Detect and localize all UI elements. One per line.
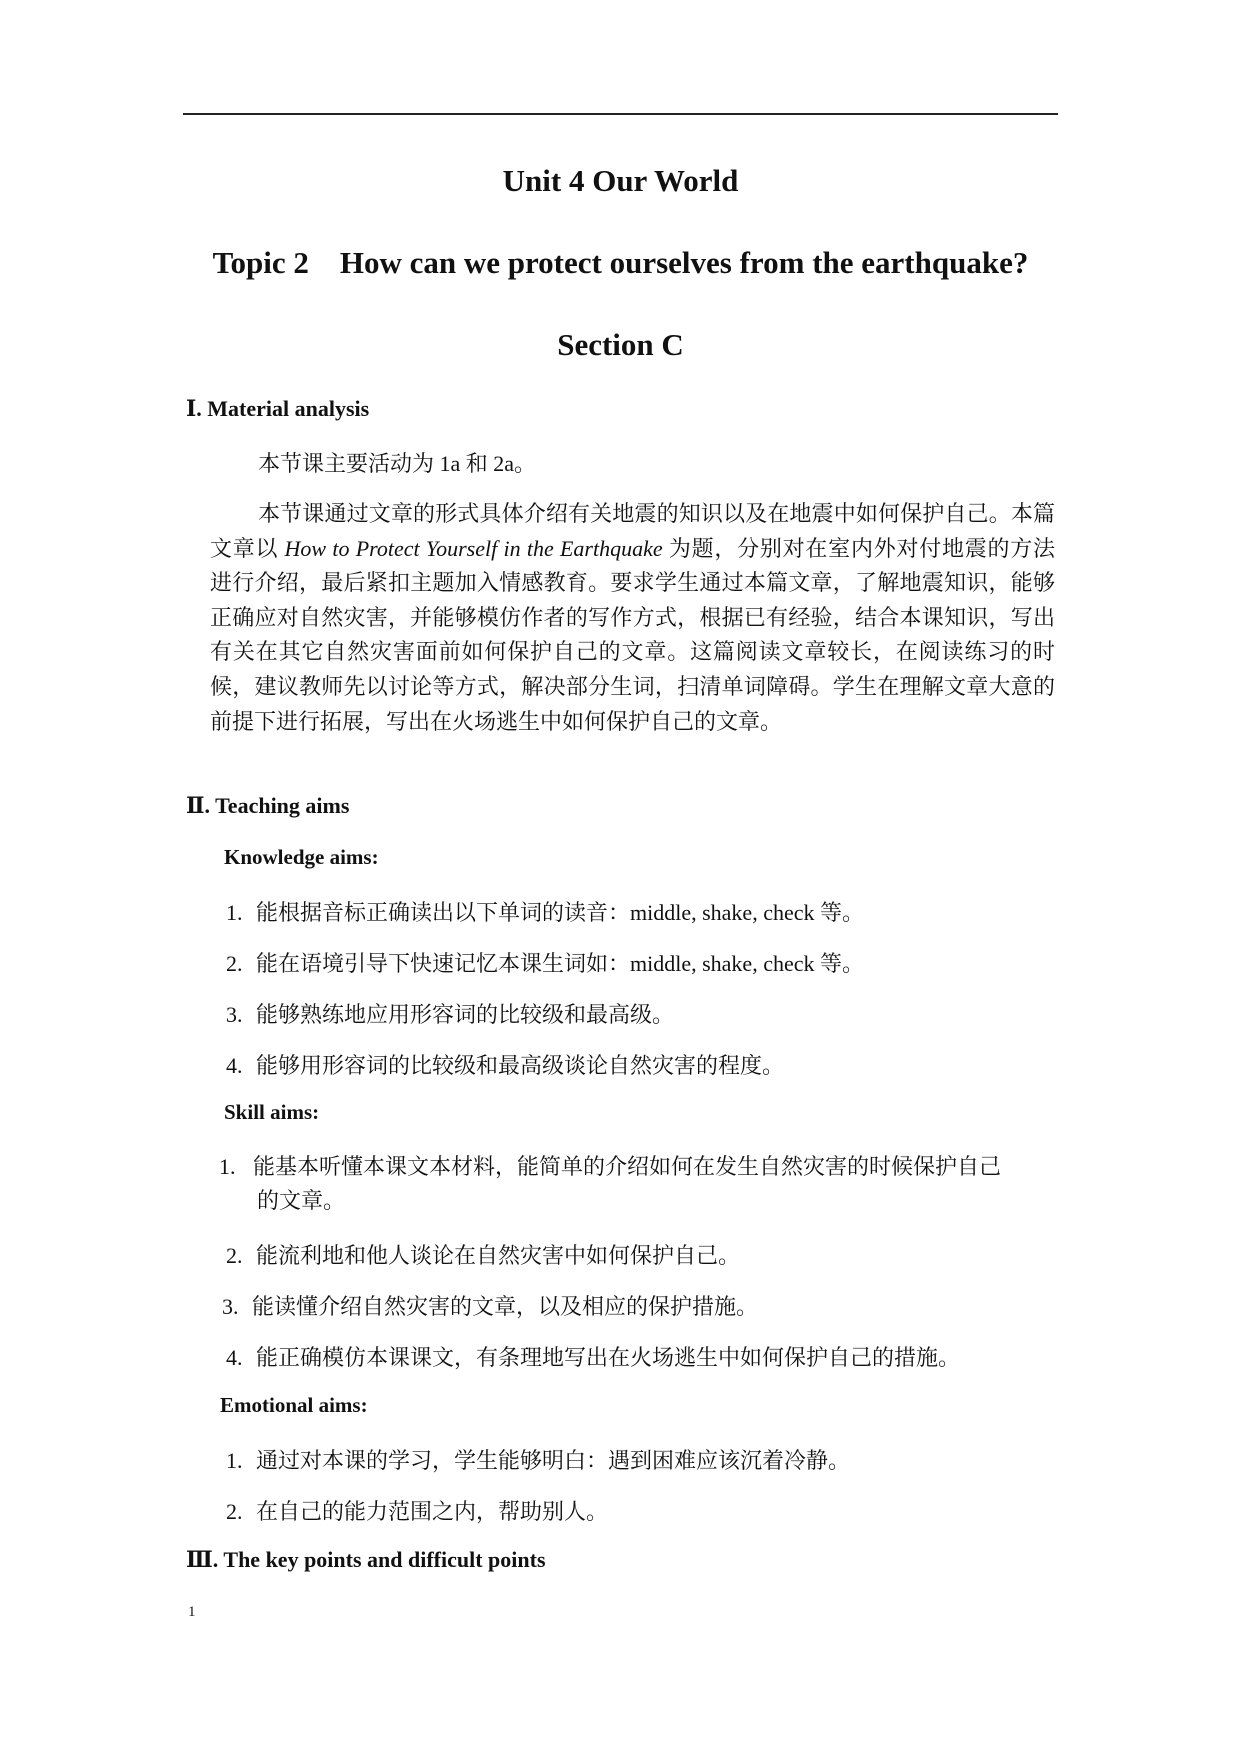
skill-aim-1-num: 1. <box>219 1154 236 1179</box>
skill-aim-2-text: 能流利地和他人谈论在自然灾害中如何保护自己。 <box>256 1243 741 1268</box>
key-points-heading: Ⅲ. The key points and difficult points <box>186 1547 546 1572</box>
skill-aim-4-num: 4. <box>226 1345 243 1370</box>
skill-aim-1-text: 能基本听懂本课文本材料，能简单的介绍如何在发生自然灾害的时候保护自己 <box>253 1154 1002 1179</box>
article-title-italic: How to Protect Yourself in the Earthquake <box>284 535 663 561</box>
skill-aim-2 <box>226 1239 740 1270</box>
material-paragraph <box>210 497 1055 739</box>
topic-title <box>183 245 1058 281</box>
knowledge-aim-3-num: 3. <box>226 1002 243 1027</box>
skill-aim-3-text: 能读懂介绍自然灾害的文章，以及相应的保护措施。 <box>252 1294 759 1319</box>
knowledge-aim-3 <box>226 998 674 1029</box>
skill-aim-1-continuation: 的文章。 <box>257 1188 346 1213</box>
emotional-aim-2 <box>226 1495 608 1526</box>
page-number: 1 <box>188 1604 196 1620</box>
skill-aim-4 <box>226 1341 960 1372</box>
emotional-aim-2-text: 在自己的能力范围之内，帮助别人。 <box>256 1499 609 1524</box>
header-rule <box>183 113 1058 115</box>
emotional-aim-1-text: 通过对本课的学习，学生能够明白：遇到困难应该沉着冷静。 <box>256 1448 851 1473</box>
skill-aims-title: Skill aims: <box>224 1100 320 1124</box>
knowledge-aims-title: Knowledge aims: <box>224 845 379 869</box>
material-analysis-heading: Ⅰ. Material analysis <box>186 396 370 421</box>
knowledge-aim-4-num: 4. <box>226 1053 243 1078</box>
section-title: Section C <box>557 327 684 362</box>
material-paragraph-part1: 本节课通过文章的形式具体介绍有关地震的知识以及在地震中如何保护自己。本篇文章以 <box>210 501 1055 561</box>
topic-title-text: Topic 2 How can we protect ourselves from the earthquake? <box>212 245 1029 280</box>
knowledge-aim-3-text: 能够熟练地应用形容词的比较级和最高级。 <box>256 1002 675 1027</box>
skill-aim-1 <box>219 1150 1059 1218</box>
emotional-aim-1 <box>226 1444 850 1475</box>
skill-aim-4-text: 能正确模仿本课课文，有条理地写出在火场逃生中如何保护自己的措施。 <box>256 1345 961 1370</box>
material-intro-line: 本节课主要活动为 1a 和 2a。 <box>258 451 537 476</box>
knowledge-aim-4 <box>226 1049 784 1080</box>
knowledge-aim-1-num: 1. <box>226 900 243 925</box>
knowledge-aim-2-num: 2. <box>226 951 243 976</box>
unit-title: Unit 4 Our World <box>502 163 739 198</box>
emotional-aims-title: Emotional aims: <box>220 1393 368 1417</box>
knowledge-aim-1 <box>226 896 864 927</box>
skill-aim-2-num: 2. <box>226 1243 243 1268</box>
emotional-aim-1-num: 1. <box>226 1448 243 1473</box>
knowledge-aim-4-text: 能够用形容词的比较级和最高级谈论自然灾害的程度。 <box>256 1053 785 1078</box>
material-paragraph-part2: 为题，分别对在室内外对付地震的方法进行介绍，最后紧扣主题加入情感教育。要求学生通过本篇文章，了解地震知识，能够正确应对自然灾害，并能够模仿作者的写作方式，根据已有经验，结合本课知识，写出有关在其它自然灾害面前如何保护自己的文章。这篇阅读文章较长，在阅读练习的时候，建议教师先以讨论等方式，解决部分生词，扫清单词障碍。学生在理解文章大意的前提下进行拓展，写出在火场逃生中如何保护自己的文章。 <box>210 535 1055 734</box>
teaching-aims-heading: Ⅱ. Teaching aims <box>186 793 350 818</box>
skill-aim-3-num: 3. <box>222 1294 239 1319</box>
skill-aim-3 <box>222 1290 758 1321</box>
knowledge-aim-2 <box>226 947 864 978</box>
knowledge-aim-2-text: 能在语境引导下快速记忆本课生词如：middle, shake, check 等。 <box>256 951 864 976</box>
knowledge-aim-1-text: 能根据音标正确读出以下单词的读音：middle, shake, check 等。 <box>256 900 864 925</box>
emotional-aim-2-num: 2. <box>226 1499 243 1524</box>
